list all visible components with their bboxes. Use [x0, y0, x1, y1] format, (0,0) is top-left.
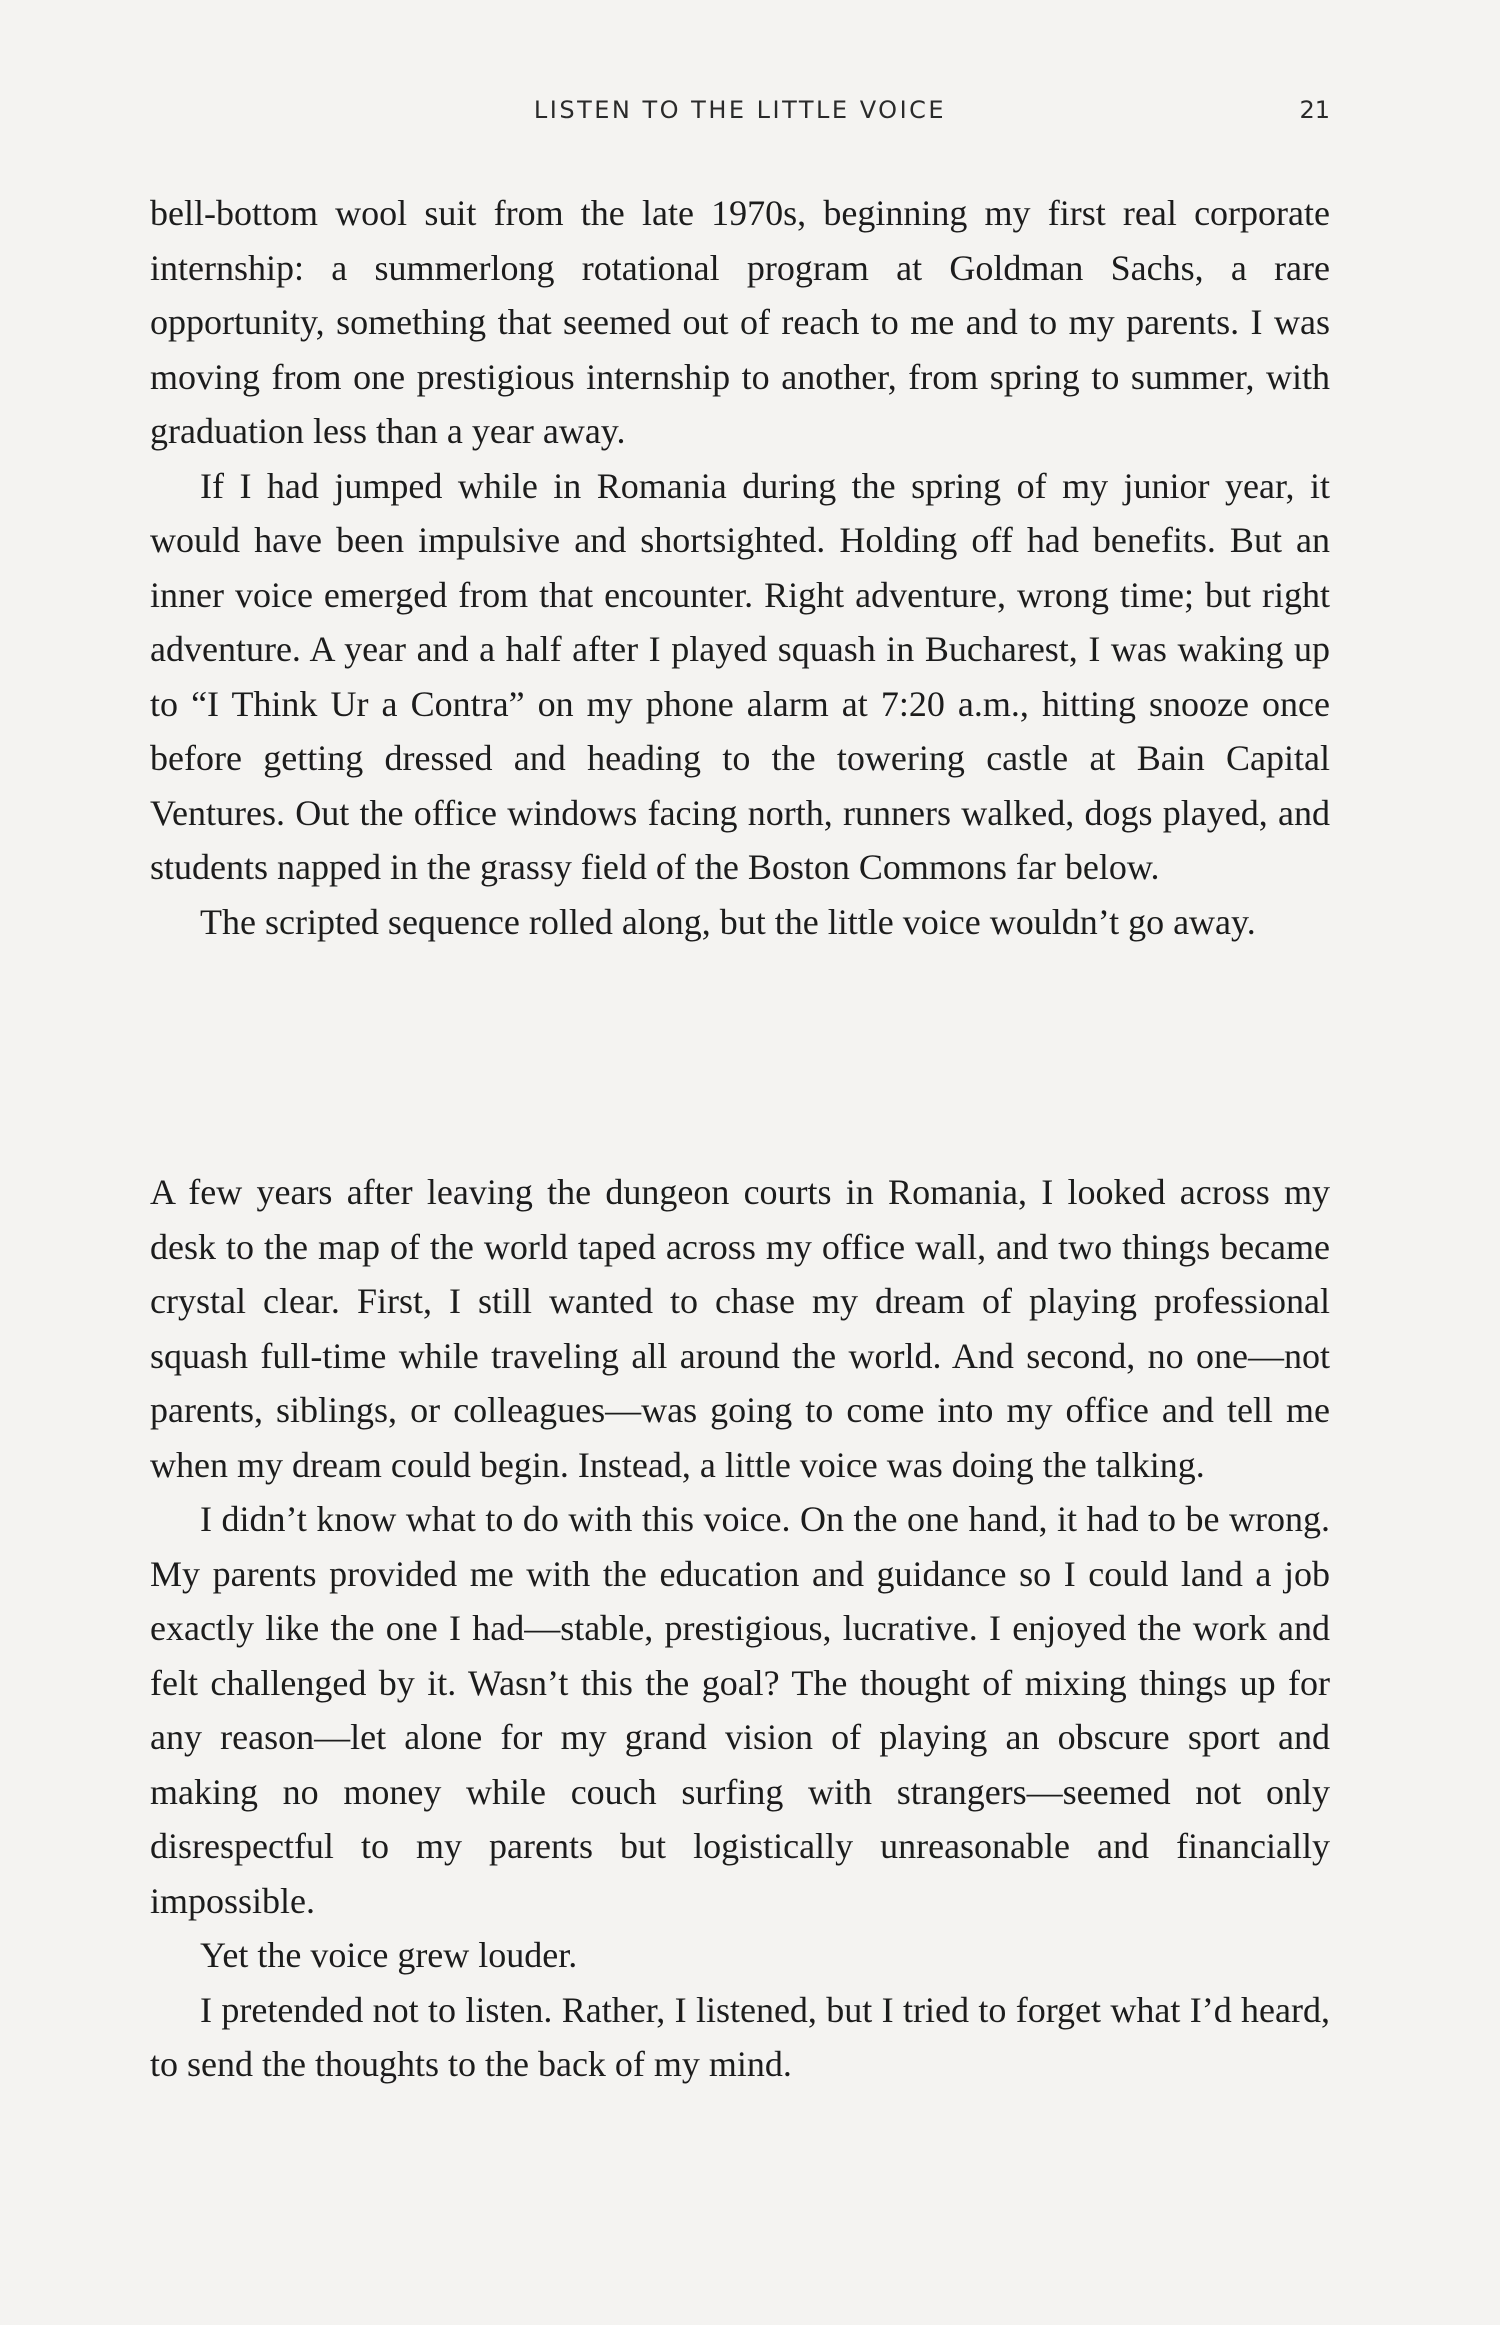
running-title: LISTEN TO THE LITTLE VOICE [533, 96, 947, 124]
paragraph: If I had jumped while in Romania during the spring of my junior year, it would have been impulsive and shortsighted. Holding off had benefits. But an inner voice emerged from that encounter. Right adventure, wrong time; but right adventure. A year and a half after I played squash in Bucharest, I was waking up to “I Think Ur a Contra” on my phone alarm at 7:20 a.m., hitting snooze once before getting dressed and heading to the towering castle at Bain Capital Ventures. Out the office windows facing north, runners walked, dogs played, and students napped in the grassy field of the Boston Commons far below. [150, 465, 1330, 887]
page-number: 21 [1299, 96, 1330, 124]
paragraph: The scripted sequence rolled along, but the little voice wouldn’t go away. [200, 901, 1256, 942]
paragraph: I pretended not to listen. Rather, I listened, but I tried to forget what I’d heard, to send the thoughts to the back of my mind. [150, 1989, 1330, 2084]
section-new-text [150, 1165, 1330, 2092]
running-header [150, 96, 1330, 136]
section-continued-text [150, 186, 1330, 949]
paragraph: bell-bottom wool suit from the late 1970s, beginning my first real corporate internship: a summerlong rotational program at Goldman Sachs, a rare opportunity, something that seemed out of reach to me and to my parents. I was moving from one prestigious internship to another, from spring to summer, with graduation less than a year away. [150, 193, 1330, 451]
paragraph: I didn’t know what to do with this voice. On the one hand, it had to be wrong. My parents provided me with the education and guidance so I could land a job exactly like the one I had—stable, prestigious, lucrative. I enjoyed the work and felt challenged by it. Wasn’t this the goal? The thought of mixing things up for any reason—let alone for my grand vision of playing an obscure sport and making no money while couch surfing with strangers—seemed not only disrespectful to my parents but logistically unreasonable and financially impossible. [150, 1499, 1330, 1921]
paragraph: Yet the voice grew louder. [200, 1935, 578, 1975]
paragraph: A few years after leaving the dungeon courts in Romania, I looked across my desk to the map of the world taped across my office wall, and two things became crystal clear. First, I still wanted to chase my dream of playing professional squash full-time while traveling all around the world. And second, no one—not parents, siblings, or colleagues—was going to come into my office and tell me when my dream could begin. Instead, a little voice was doing the talking. [150, 1172, 1330, 1485]
